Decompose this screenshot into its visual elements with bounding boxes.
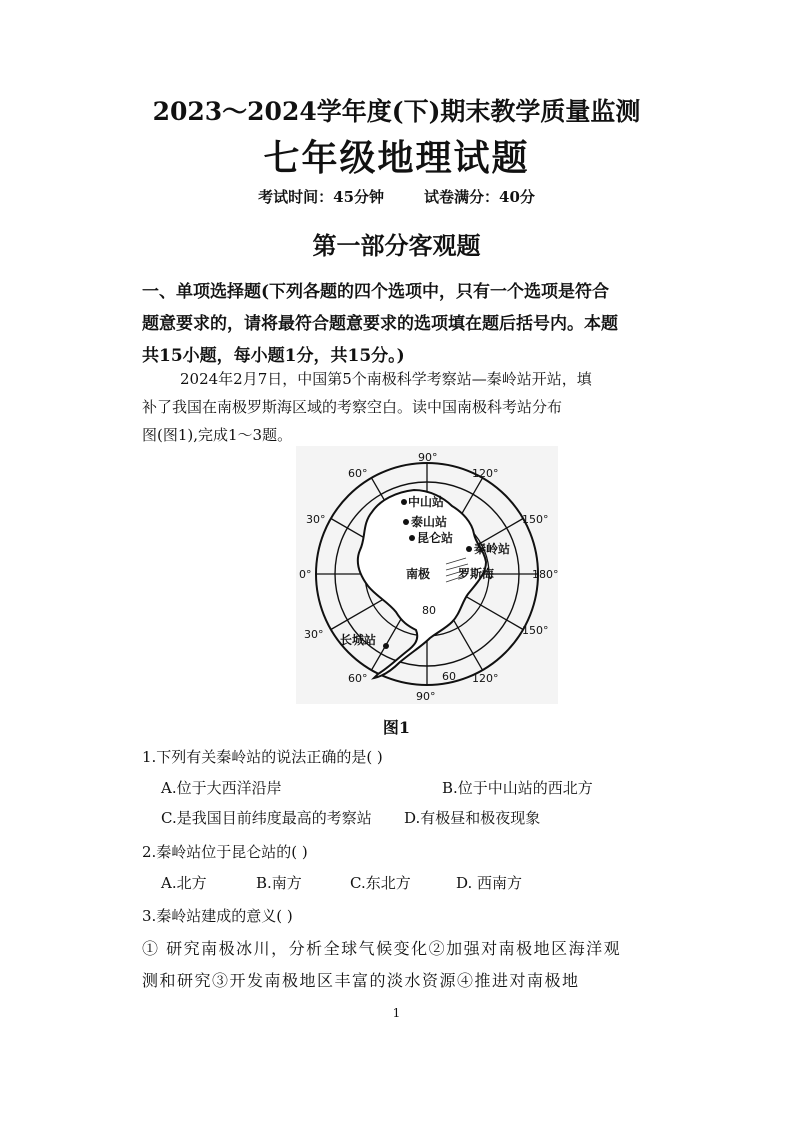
kunlun-station-dot [409,535,415,541]
question-1-option-b: B.位于中山站的西北方 [442,779,593,797]
lon-label: 90° [418,451,438,464]
lon-label: 30° [306,513,326,526]
lon-label: 30° [304,628,324,641]
exam-title: 七年级地理试题 [263,137,530,179]
south-pole-label: 南极 [406,567,431,581]
part-title: 第一部分客观题 [312,231,481,260]
intro-line: 图(图1),完成1～3题。 [142,426,293,444]
exam-full-score: 试卷满分：40分 [424,188,535,206]
page-number: 1 [392,1006,401,1020]
lon-label: 60° [348,672,368,685]
lat-label: 80 [422,604,436,617]
instruction-line: 共15小题，每小题1分，共15分。) [142,346,405,366]
zhongshan-station-label: 中山站 [408,495,445,509]
ross-sea-label: 罗斯海 [458,567,495,581]
lon-label: 90° [416,690,436,703]
qinling-station-dot [466,546,472,552]
zhongshan-station-dot [401,499,407,505]
qinling-station-label: 秦岭站 [474,542,511,556]
lon-label: 150° [522,624,549,637]
lon-label: 60 [442,670,456,683]
question-1-option-a: A.位于大西洋沿岸 [161,779,282,797]
question-2-option-c: C.东北方 [350,874,411,892]
changcheng-station-label: 长城站 [340,633,377,647]
map-svg [296,446,558,704]
lon-label: 120° [472,467,499,480]
question-2-stem: 2.秦岭站位于昆仑站的( ) [142,843,308,861]
question-2-option-b: B.南方 [256,874,302,892]
question-3-choice-line: 测和研究③开发南极地区丰富的淡水资源④推进对南极地 [142,971,580,990]
antarctic-station-map [296,446,558,704]
taishan-station-dot [403,519,409,525]
question-2-option-d: D. 西南方 [456,874,523,892]
section-instructions [142,276,702,372]
instruction-line: 一、单项选择题(下列各题的四个选项中，只有一个选项是符合 [142,282,610,302]
lon-label: 60° [348,467,368,480]
exam-time: 考试时间：45分钟 [258,188,384,206]
lon-label: 0° [299,568,312,581]
instruction-line: 题意要求的，请将最符合题意要求的选项填在题后括号内。本题 [142,314,618,334]
question-1-option-d: D.有极昼和极夜现象 [404,809,541,827]
intro-line: 2024年2月7日，中国第5个南极科学考察站—秦岭站开站，填 [180,370,592,388]
exam-info [0,186,793,207]
exam-header-line1: 2023～2024学年度(下)期末教学质量监测 [152,97,641,126]
kunlun-station-label: 昆仑站 [417,531,454,545]
question-3-stem: 3.秦岭站建成的意义( ) [142,907,293,925]
question-1-option-c: C.是我国目前纬度最高的考察站 [161,809,372,827]
question-2-option-a: A.北方 [161,874,207,892]
question-3-choice-line: ① 研究南极冰川，分析全球气候变化②加强对南极地区海洋观 [142,939,622,958]
lon-label: 150° [522,513,549,526]
figure-caption: 图1 [382,718,411,737]
lon-label: 180° [532,568,558,581]
taishan-station-label: 泰山站 [411,515,448,529]
question-1-stem: 1.下列有关秦岭站的说法正确的是( ) [142,748,383,766]
lon-label: 120° [472,672,499,685]
intro-line: 补了我国在南极罗斯海区域的考察空白。读中国南极科考站分布 [142,398,563,416]
changcheng-station-dot [383,643,389,649]
question-intro [142,365,702,449]
